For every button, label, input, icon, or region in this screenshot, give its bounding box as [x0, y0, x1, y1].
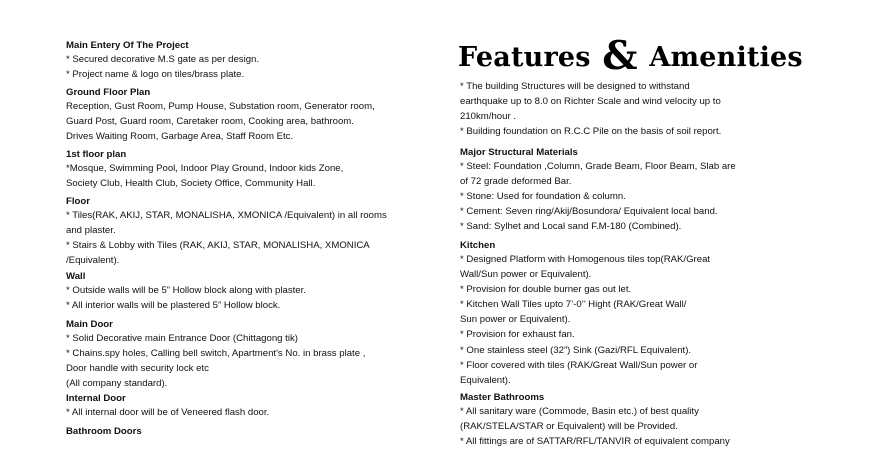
section-heading: Kitchen — [460, 240, 496, 251]
section-line: * Secured decorative M.S gate as per design. — [66, 54, 260, 65]
section-line: * Stairs & Lobby with Tiles (RAK, AKIJ, STAR, MONALISHA, XMONICA — [66, 240, 370, 252]
section-line: * One stainless steel (32”) Sink (Gazi/RFL Equivalent). — [460, 344, 692, 356]
section-line: * Tiles(RAK, AKIJ, STAR, MONALISHA, XMONICA /Equivalent) in all rooms — [66, 210, 387, 221]
section-line: * Solid Decorative main Entrance Door (Chittagong tik) — [66, 333, 298, 344]
section-line: Equivalent). — [460, 374, 511, 386]
title-ampersand: & — [602, 33, 638, 79]
section-1st-floor-plan — [66, 148, 416, 191]
section-heading: 1st floor plan — [66, 149, 127, 160]
section-line: /Equivalent). — [66, 255, 120, 267]
section-heading: Major Structural Materials — [460, 147, 578, 158]
section-line: Guard Post, Guard room, Caretaker room, Cooking area, bathroom. — [66, 116, 354, 128]
section-line: (RAK/STELA/STAR or Equivalent) will be Provided. — [460, 421, 678, 433]
section-kitchen — [460, 239, 780, 388]
section-line: Reception, Gust Room, Pump House, Substation room, Generator room, — [66, 101, 375, 112]
section-major-structural-materials — [460, 146, 780, 234]
section-heading: Internal Door — [66, 393, 126, 404]
section-heading: Ground Floor Plan — [66, 87, 151, 98]
section-line: * Provision for double burner gas out let. — [460, 284, 632, 296]
intro-line: 210km/hour . — [460, 111, 516, 123]
section-line: * Steel: Foundation ,Column, Grade Beam, Floor Beam, Slab are — [460, 161, 736, 172]
section-heading: Bathroom Doors — [66, 426, 142, 437]
section-line: Sun power or Equivalent). — [460, 314, 571, 326]
section-line: of 72 grade deformed Bar. — [460, 176, 572, 188]
section-line: * Stone: Used for foundation & column. — [460, 191, 626, 203]
section-line: * All interior walls will be plastered 5” Hollow block. — [66, 300, 281, 312]
section-main-door — [66, 318, 416, 391]
intro-paragraph — [460, 79, 780, 139]
section-line: * Chains.spy holes, Calling bell switch, Apartment's No. in brass plate , — [66, 348, 366, 360]
section-ground-floor-plan — [66, 86, 416, 144]
section-line: Drives Waiting Room, Garbage Area, Staff Room Etc. — [66, 131, 294, 143]
section-line: Society Club, Health Club, Society Office, Community Hall. — [66, 178, 316, 190]
section-line: and plaster. — [66, 225, 116, 237]
section-heading: Wall — [66, 271, 86, 282]
section-heading: Master Bathrooms — [460, 392, 545, 403]
section-line: * Cement: Seven ring/Akij/Bosundora/ Equivalent local band. — [460, 206, 718, 218]
section-line: Wall/Sun power or Equivalent). — [460, 269, 592, 281]
section-line: Door handle with security lock etc — [66, 363, 209, 375]
section-line: *Mosque, Swimming Pool, Indoor Play Ground, Indoor kids Zone, — [66, 163, 344, 174]
page-title — [458, 30, 818, 79]
section-master-bathrooms — [460, 391, 780, 449]
section-line: (All company standard). — [66, 378, 168, 390]
section-line: * All internal door will be of Veneered flash door. — [66, 407, 270, 418]
section-internal-door — [66, 392, 416, 420]
section-line: * Designed Platform with Homogenous tiles top(RAK/Great — [460, 254, 711, 265]
intro-line: earthquake up to 8.0 on Richter Scale and wind velocity up to — [460, 96, 721, 108]
section-line: * Provision for exhaust fan. — [460, 329, 575, 341]
intro-line: * Building foundation on R.C.C Pile on the basis of soil report. — [460, 126, 722, 138]
intro-line: * The building Structures will be designed to withstand — [460, 81, 690, 92]
section-bathroom-doors — [66, 425, 416, 438]
section-heading: Floor — [66, 196, 90, 207]
section-line: * Floor covered with tiles (RAK/Great Wall/Sun power or — [460, 359, 698, 371]
section-line: * Sand: Sylhet and Local sand F.M-180 (Combined). — [460, 221, 682, 233]
title-word-amenities: Amenities — [649, 42, 803, 73]
section-line: * Outside walls will be 5” Hollow block along with plaster. — [66, 285, 306, 296]
section-line: * All fittings are of SATTAR/RFL/TANVIR of equivalent company — [460, 436, 730, 448]
section-wall — [66, 270, 416, 313]
section-line: * Project name & logo on tiles/brass plate. — [66, 69, 245, 81]
section-heading: Main Entery Of The Project — [66, 40, 189, 51]
section-heading: Main Door — [66, 319, 113, 330]
section-line: * Kitchen Wall Tiles upto 7’-0’’ Hight (RAK/Great Wall/ — [460, 299, 687, 311]
section-floor — [66, 195, 416, 268]
title-word-features: Features — [458, 42, 591, 73]
section-main-entery-of-the-project — [66, 39, 416, 82]
section-line: * All sanitary ware (Commode, Basin etc.) of best quality — [460, 406, 699, 417]
